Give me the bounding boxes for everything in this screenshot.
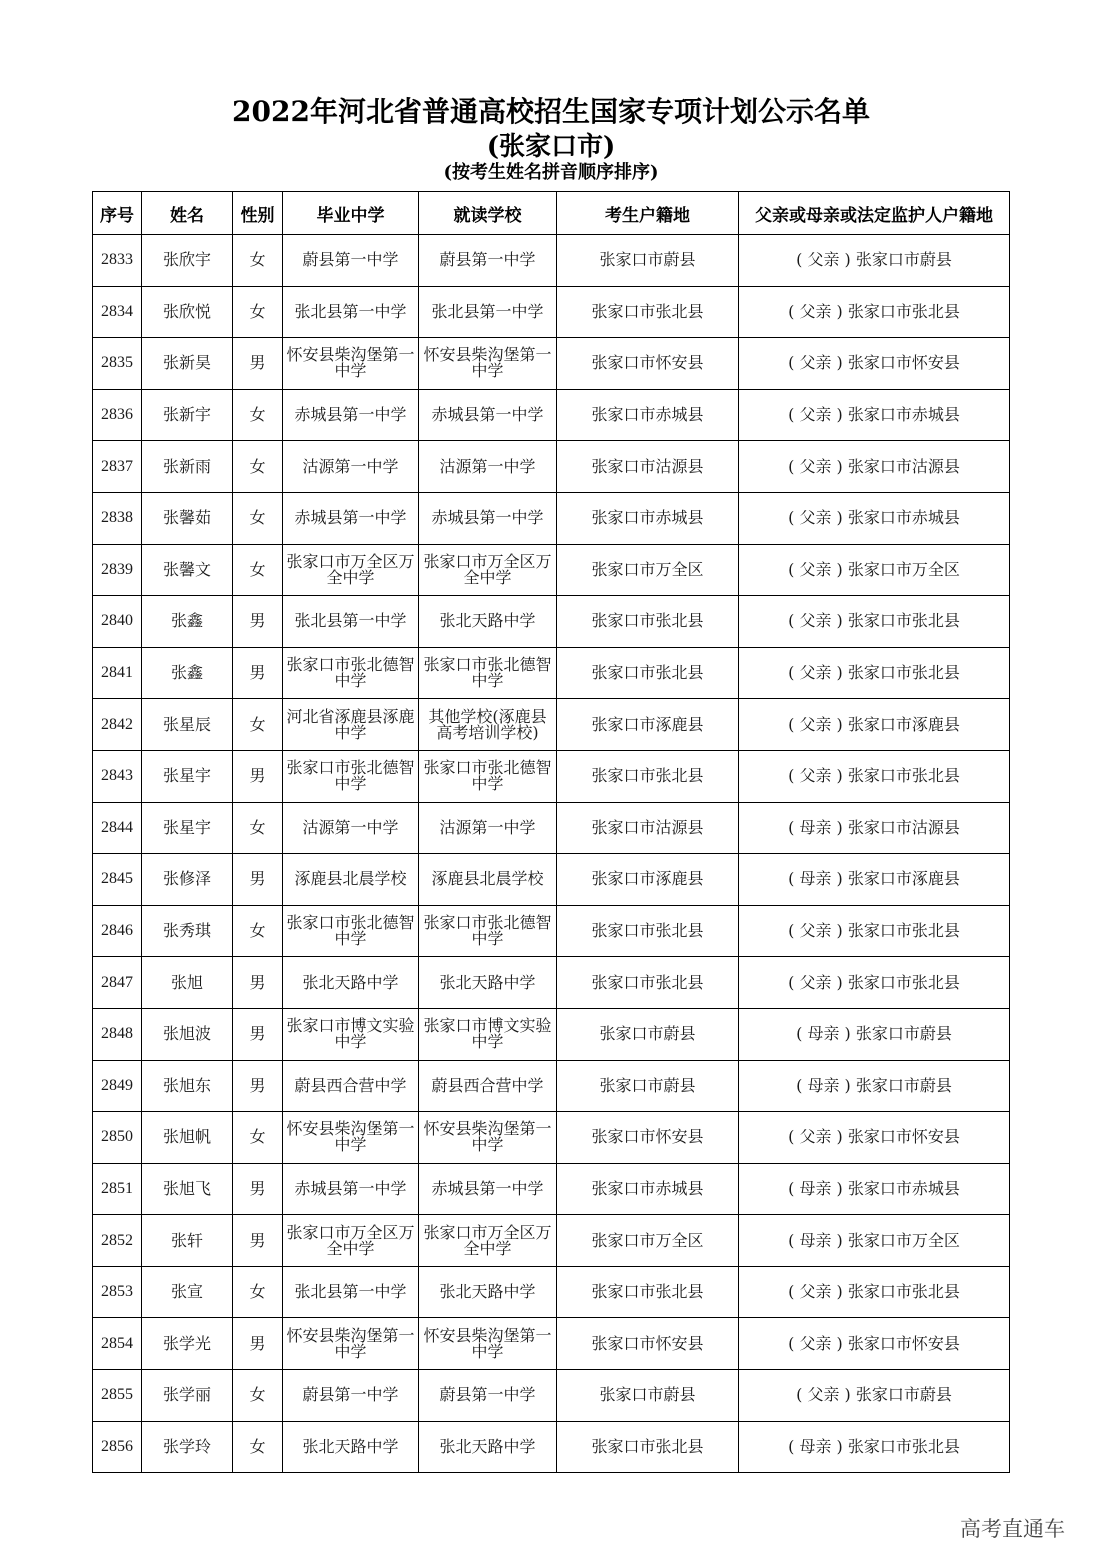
guardian-residence-cell: ( 父亲 ) 张家口市怀安县 — [739, 1318, 1010, 1370]
seq-cell: 2841 — [93, 647, 142, 699]
gender-cell: 女 — [233, 441, 283, 493]
name-cell: 张星辰 — [142, 699, 233, 751]
graduation-school-cell: 沽源第一中学 — [283, 802, 419, 854]
student-residence-cell: 张家口市赤城县 — [557, 492, 739, 544]
student-residence-cell: 张家口市张北县 — [557, 750, 739, 802]
name-cell: 张旭 — [142, 957, 233, 1009]
current-school-cell: 其他学校(涿鹿县高考培训学校) — [419, 699, 557, 751]
graduation-school-cell: 蔚县第一中学 — [283, 1370, 419, 1422]
graduation-school-cell: 沽源第一中学 — [283, 441, 419, 493]
current-school-cell: 张家口市万全区万全中学 — [419, 1215, 557, 1267]
graduation-school-cell: 张北天路中学 — [283, 957, 419, 1009]
guardian-residence-cell: ( 母亲 ) 张家口市张北县 — [739, 1421, 1010, 1473]
guardian-residence-cell: ( 母亲 ) 张家口市涿鹿县 — [739, 854, 1010, 906]
name-cell: 张馨文 — [142, 544, 233, 596]
gender-cell: 女 — [233, 1370, 283, 1422]
current-school-cell: 张北天路中学 — [419, 957, 557, 1009]
name-cell: 张旭东 — [142, 1060, 233, 1112]
graduation-school-cell: 张家口市张北德智中学 — [283, 905, 419, 957]
graduation-school-cell: 怀安县柴沟堡第一中学 — [283, 338, 419, 390]
guardian-residence-cell: ( 父亲 ) 张家口市张北县 — [739, 750, 1010, 802]
student-residence-cell: 张家口市赤城县 — [557, 389, 739, 441]
seq-cell: 2845 — [93, 854, 142, 906]
seq-cell: 2848 — [93, 1008, 142, 1060]
current-school-cell: 沽源第一中学 — [419, 802, 557, 854]
table-row — [93, 1370, 1010, 1422]
guardian-residence-cell: ( 父亲 ) 张家口市涿鹿县 — [739, 699, 1010, 751]
current-school-cell: 怀安县柴沟堡第一中学 — [419, 338, 557, 390]
table-row — [93, 596, 1010, 648]
gender-cell: 女 — [233, 1266, 283, 1318]
seq-cell: 2849 — [93, 1060, 142, 1112]
gender-cell: 女 — [233, 699, 283, 751]
name-cell: 张鑫 — [142, 647, 233, 699]
table-row — [93, 699, 1010, 751]
table-row — [93, 389, 1010, 441]
seq-cell: 2835 — [93, 338, 142, 390]
name-cell: 张轩 — [142, 1215, 233, 1267]
name-cell: 张星宇 — [142, 750, 233, 802]
graduation-school-cell: 张家口市张北德智中学 — [283, 647, 419, 699]
seq-cell: 2852 — [93, 1215, 142, 1267]
student-residence-cell: 张家口市张北县 — [557, 1266, 739, 1318]
name-cell: 张新宇 — [142, 389, 233, 441]
guardian-residence-cell: ( 父亲 ) 张家口市蔚县 — [739, 1370, 1010, 1422]
guardian-residence-cell: ( 父亲 ) 张家口市张北县 — [739, 1266, 1010, 1318]
table-row — [93, 1008, 1010, 1060]
current-school-cell: 蔚县第一中学 — [419, 235, 557, 287]
graduation-school-cell: 河北省涿鹿县涿鹿中学 — [283, 699, 419, 751]
gender-cell: 男 — [233, 338, 283, 390]
table-row — [93, 957, 1010, 1009]
seq-cell: 2844 — [93, 802, 142, 854]
gender-cell: 女 — [233, 389, 283, 441]
student-residence-cell: 张家口市怀安县 — [557, 338, 739, 390]
seq-cell: 2842 — [93, 699, 142, 751]
current-school-cell: 张北天路中学 — [419, 1266, 557, 1318]
gender-cell: 男 — [233, 1060, 283, 1112]
name-cell: 张学光 — [142, 1318, 233, 1370]
student-residence-cell: 张家口市沽源县 — [557, 441, 739, 493]
gender-cell: 女 — [233, 1421, 283, 1473]
table-row — [93, 1112, 1010, 1164]
table-row — [93, 441, 1010, 493]
student-residence-cell: 张家口市张北县 — [557, 905, 739, 957]
table-row — [93, 1421, 1010, 1473]
seq-cell: 2851 — [93, 1163, 142, 1215]
seq-cell: 2846 — [93, 905, 142, 957]
current-school-cell: 张家口市张北德智中学 — [419, 750, 557, 802]
guardian-residence-cell: ( 父亲 ) 张家口市万全区 — [739, 544, 1010, 596]
student-residence-cell: 张家口市蔚县 — [557, 1370, 739, 1422]
table-row — [93, 750, 1010, 802]
seq-cell: 2854 — [93, 1318, 142, 1370]
name-cell: 张宣 — [142, 1266, 233, 1318]
seq-cell: 2843 — [93, 750, 142, 802]
current-school-cell: 张北天路中学 — [419, 1421, 557, 1473]
graduation-school-cell: 张北县第一中学 — [283, 1266, 419, 1318]
table-row — [93, 1163, 1010, 1215]
seq-cell: 2833 — [93, 235, 142, 287]
guardian-residence-cell: ( 父亲 ) 张家口市张北县 — [739, 286, 1010, 338]
guardian-residence-cell: ( 母亲 ) 张家口市沽源县 — [739, 802, 1010, 854]
guardian-residence-cell: ( 母亲 ) 张家口市赤城县 — [739, 1163, 1010, 1215]
gender-cell: 女 — [233, 286, 283, 338]
col-header-seq: 序号 — [93, 192, 142, 235]
student-residence-cell: 张家口市涿鹿县 — [557, 699, 739, 751]
name-cell: 张新昊 — [142, 338, 233, 390]
graduation-school-cell: 张北天路中学 — [283, 1421, 419, 1473]
header-row — [93, 192, 1010, 235]
seq-cell: 2850 — [93, 1112, 142, 1164]
col-header-student-residence: 考生户籍地 — [557, 192, 739, 235]
guardian-residence-cell: ( 父亲 ) 张家口市张北县 — [739, 957, 1010, 1009]
student-residence-cell: 张家口市张北县 — [557, 1421, 739, 1473]
seq-cell: 2836 — [93, 389, 142, 441]
guardian-residence-cell: ( 父亲 ) 张家口市张北县 — [739, 596, 1010, 648]
guardian-residence-cell: ( 父亲 ) 张家口市蔚县 — [739, 235, 1010, 287]
table-row — [93, 647, 1010, 699]
name-cell: 张星宇 — [142, 802, 233, 854]
table-row — [93, 905, 1010, 957]
roster-table — [92, 191, 1010, 1473]
student-residence-cell: 张家口市沽源县 — [557, 802, 739, 854]
seq-cell: 2855 — [93, 1370, 142, 1422]
table-row — [93, 802, 1010, 854]
current-school-cell: 蔚县西合营中学 — [419, 1060, 557, 1112]
table-row — [93, 286, 1010, 338]
seq-cell: 2837 — [93, 441, 142, 493]
gender-cell: 男 — [233, 1318, 283, 1370]
table-row — [93, 544, 1010, 596]
seq-cell: 2838 — [93, 492, 142, 544]
gender-cell: 女 — [233, 235, 283, 287]
guardian-residence-cell: ( 母亲 ) 张家口市万全区 — [739, 1215, 1010, 1267]
gender-cell: 男 — [233, 647, 283, 699]
graduation-school-cell: 张北县第一中学 — [283, 286, 419, 338]
name-cell: 张鑫 — [142, 596, 233, 648]
name-cell: 张学丽 — [142, 1370, 233, 1422]
graduation-school-cell: 张北县第一中学 — [283, 596, 419, 648]
guardian-residence-cell: ( 父亲 ) 张家口市沽源县 — [739, 441, 1010, 493]
student-residence-cell: 张家口市张北县 — [557, 647, 739, 699]
current-school-cell: 赤城县第一中学 — [419, 492, 557, 544]
student-residence-cell: 张家口市张北县 — [557, 286, 739, 338]
gender-cell: 男 — [233, 854, 283, 906]
gender-cell: 男 — [233, 1215, 283, 1267]
student-residence-cell: 张家口市蔚县 — [557, 1060, 739, 1112]
gender-cell: 男 — [233, 1008, 283, 1060]
graduation-school-cell: 蔚县第一中学 — [283, 235, 419, 287]
graduation-school-cell: 张家口市万全区万全中学 — [283, 1215, 419, 1267]
graduation-school-cell: 蔚县西合营中学 — [283, 1060, 419, 1112]
graduation-school-cell: 怀安县柴沟堡第一中学 — [283, 1112, 419, 1164]
table-row — [93, 854, 1010, 906]
student-residence-cell: 张家口市张北县 — [557, 957, 739, 1009]
student-residence-cell: 张家口市怀安县 — [557, 1112, 739, 1164]
graduation-school-cell: 怀安县柴沟堡第一中学 — [283, 1318, 419, 1370]
seq-cell: 2840 — [93, 596, 142, 648]
student-residence-cell: 张家口市万全区 — [557, 544, 739, 596]
gender-cell: 男 — [233, 1163, 283, 1215]
document-subtitle: (张家口市) — [486, 132, 616, 162]
current-school-cell: 沽源第一中学 — [419, 441, 557, 493]
student-residence-cell: 张家口市涿鹿县 — [557, 854, 739, 906]
seq-cell: 2847 — [93, 957, 142, 1009]
gender-cell: 男 — [233, 596, 283, 648]
name-cell: 张修泽 — [142, 854, 233, 906]
name-cell: 张学玲 — [142, 1421, 233, 1473]
gender-cell: 女 — [233, 1112, 283, 1164]
student-residence-cell: 张家口市张北县 — [557, 596, 739, 648]
name-cell: 张欣悦 — [142, 286, 233, 338]
student-residence-cell: 张家口市赤城县 — [557, 1163, 739, 1215]
student-residence-cell: 张家口市蔚县 — [557, 1008, 739, 1060]
guardian-residence-cell: ( 父亲 ) 张家口市赤城县 — [739, 389, 1010, 441]
table-row — [93, 1266, 1010, 1318]
table-row — [93, 492, 1010, 544]
current-school-cell: 张北县第一中学 — [419, 286, 557, 338]
current-school-cell: 赤城县第一中学 — [419, 389, 557, 441]
current-school-cell: 赤城县第一中学 — [419, 1163, 557, 1215]
current-school-cell: 张家口市博文实验中学 — [419, 1008, 557, 1060]
col-header-guardian-residence: 父亲或母亲或法定监护人户籍地 — [739, 192, 1010, 235]
student-residence-cell: 张家口市怀安县 — [557, 1318, 739, 1370]
guardian-residence-cell: ( 母亲 ) 张家口市蔚县 — [739, 1008, 1010, 1060]
table-row — [93, 338, 1010, 390]
table-row — [93, 235, 1010, 287]
student-residence-cell: 张家口市万全区 — [557, 1215, 739, 1267]
current-school-cell: 蔚县第一中学 — [419, 1370, 557, 1422]
current-school-cell: 张北天路中学 — [419, 596, 557, 648]
seq-cell: 2834 — [93, 286, 142, 338]
graduation-school-cell: 赤城县第一中学 — [283, 1163, 419, 1215]
table-row — [93, 1318, 1010, 1370]
seq-cell: 2856 — [93, 1421, 142, 1473]
current-school-cell: 怀安县柴沟堡第一中学 — [419, 1318, 557, 1370]
gender-cell: 男 — [233, 957, 283, 1009]
name-cell: 张新雨 — [142, 441, 233, 493]
graduation-school-cell: 涿鹿县北晨学校 — [283, 854, 419, 906]
name-cell: 张秀琪 — [142, 905, 233, 957]
guardian-residence-cell: ( 父亲 ) 张家口市张北县 — [739, 905, 1010, 957]
gender-cell: 男 — [233, 750, 283, 802]
student-residence-cell: 张家口市蔚县 — [557, 235, 739, 287]
col-header-graduation-school: 毕业中学 — [283, 192, 419, 235]
name-cell: 张欣宇 — [142, 235, 233, 287]
document-title: 2022年河北省普通高校招生国家专项计划公示名单 — [232, 95, 870, 128]
current-school-cell: 涿鹿县北晨学校 — [419, 854, 557, 906]
graduation-school-cell: 张家口市张北德智中学 — [283, 750, 419, 802]
current-school-cell: 怀安县柴沟堡第一中学 — [419, 1112, 557, 1164]
seq-cell: 2853 — [93, 1266, 142, 1318]
guardian-residence-cell: ( 父亲 ) 张家口市赤城县 — [739, 492, 1010, 544]
guardian-residence-cell: ( 父亲 ) 张家口市怀安县 — [739, 338, 1010, 390]
name-cell: 张馨茹 — [142, 492, 233, 544]
guardian-residence-cell: ( 母亲 ) 张家口市蔚县 — [739, 1060, 1010, 1112]
guardian-residence-cell: ( 父亲 ) 张家口市张北县 — [739, 647, 1010, 699]
watermark-text: 高考直通车 — [960, 1517, 1065, 1541]
seq-cell: 2839 — [93, 544, 142, 596]
name-cell: 张旭飞 — [142, 1163, 233, 1215]
gender-cell: 女 — [233, 802, 283, 854]
col-header-name: 姓名 — [142, 192, 233, 235]
table-row — [93, 1215, 1010, 1267]
table-row — [93, 1060, 1010, 1112]
current-school-cell: 张家口市张北德智中学 — [419, 647, 557, 699]
graduation-school-cell: 张家口市万全区万全中学 — [283, 544, 419, 596]
gender-cell: 女 — [233, 492, 283, 544]
graduation-school-cell: 张家口市博文实验中学 — [283, 1008, 419, 1060]
gender-cell: 女 — [233, 544, 283, 596]
col-header-current-school: 就读学校 — [419, 192, 557, 235]
gender-cell: 女 — [233, 905, 283, 957]
graduation-school-cell: 赤城县第一中学 — [283, 492, 419, 544]
name-cell: 张旭帆 — [142, 1112, 233, 1164]
current-school-cell: 张家口市万全区万全中学 — [419, 544, 557, 596]
current-school-cell: 张家口市张北德智中学 — [419, 905, 557, 957]
name-cell: 张旭波 — [142, 1008, 233, 1060]
col-header-gender: 性别 — [233, 192, 283, 235]
graduation-school-cell: 赤城县第一中学 — [283, 389, 419, 441]
guardian-residence-cell: ( 父亲 ) 张家口市怀安县 — [739, 1112, 1010, 1164]
sort-note: (按考生姓名拼音顺序排序) — [443, 162, 659, 183]
